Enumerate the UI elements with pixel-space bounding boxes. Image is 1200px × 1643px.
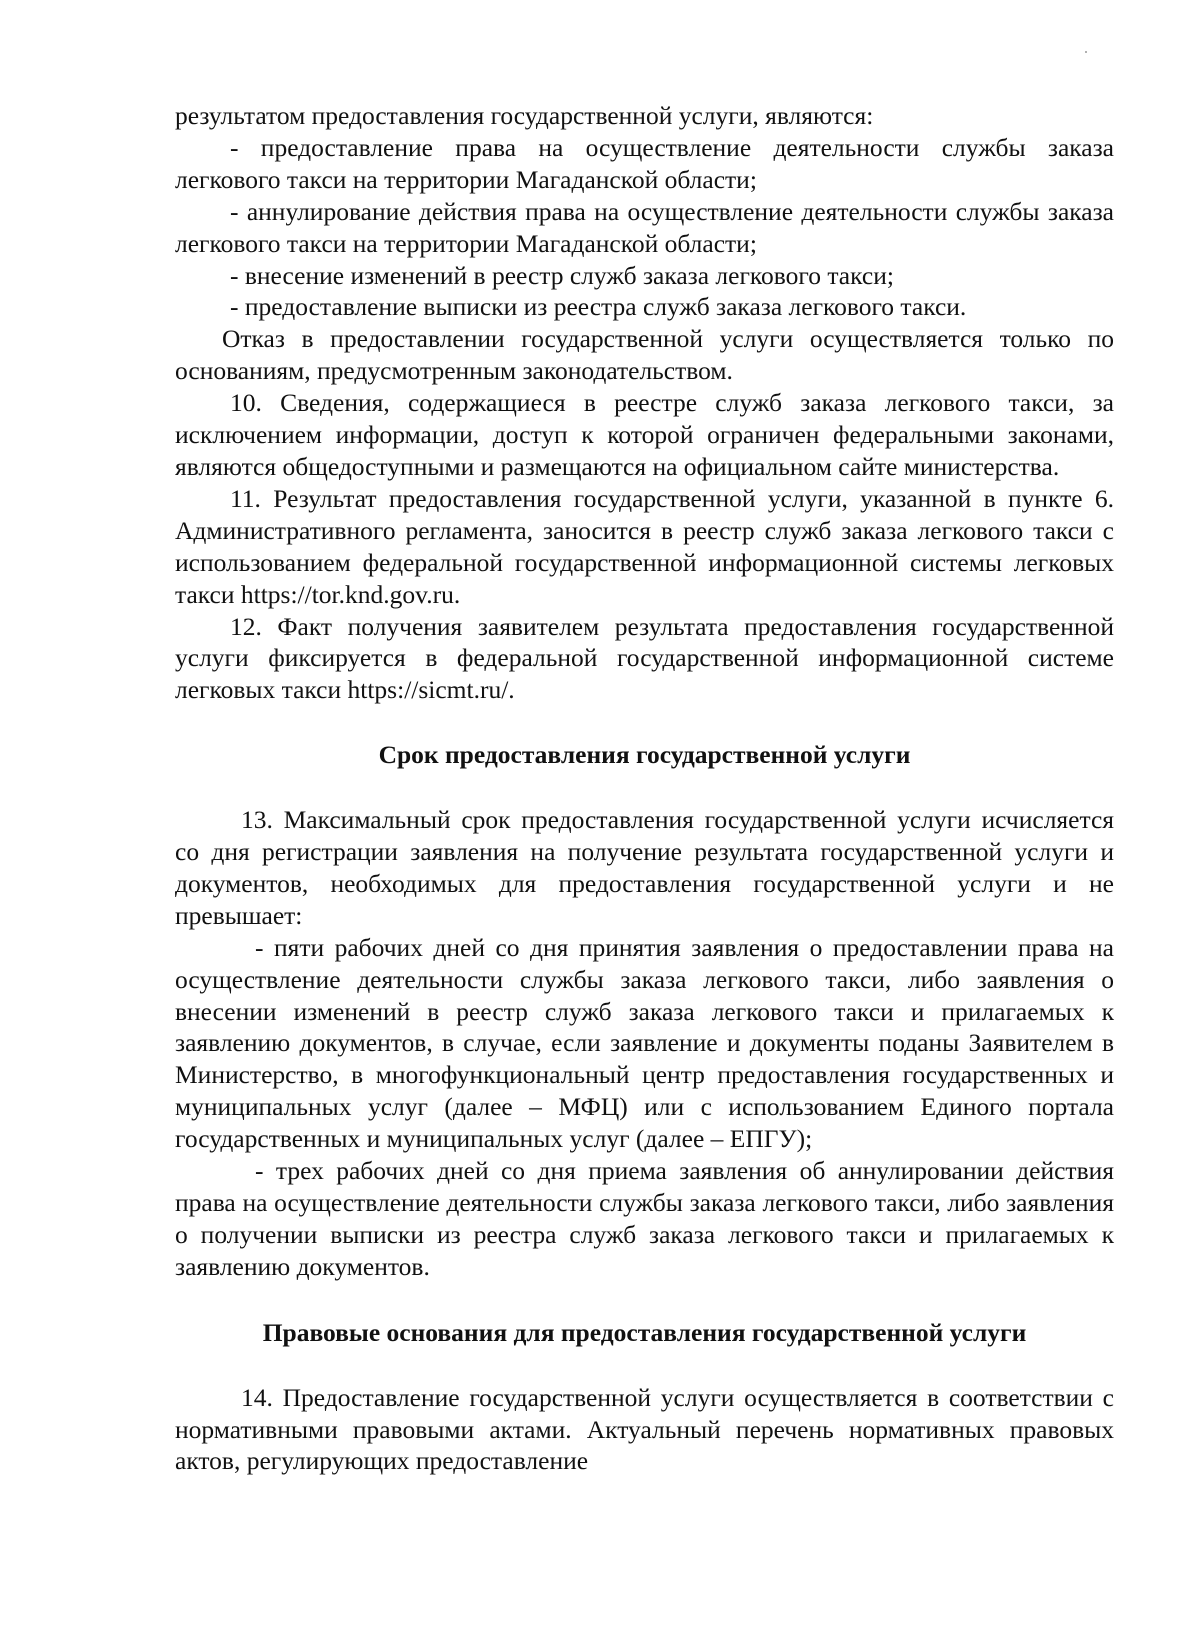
list-item-five-days: - пяти рабочих дней со дня принятия заявления о предоставлении права на осуществление деятельности службы заказа легкового такси, либо заявления о внесении изменений в реестр служб заказа легкового такси и прилагаемых к заявлению документов, в случае, если заявление и документы поданы Заявителем в Министерство, в многофункциональный центр предоставления государственных и муниципальных услуг (далее – МФЦ) или с использованием Единого портала государственных и муниципальных услуг (далее – ЕПГУ);: [175, 932, 1114, 1154]
paragraph-14: 14. Предоставление государственной услуги осуществляется в соответствии с нормативными правовыми актами. Актуальный перечень нормативных правовых актов, регулирующих предоставление: [175, 1382, 1114, 1476]
paragraph-refusal: Отказ в предоставлении государственной услуги осуществляется только по основаниям, предусмотренным законодательством.: [175, 324, 1114, 386]
section-heading-term: Срок предоставления государственной услуги: [378, 740, 911, 770]
list-item-grant-right: - предоставление права на осуществление деятельности службы заказа легкового такси на территории Магаданской области;: [175, 132, 1114, 194]
paragraph-13: 13. Максимальный срок предоставления государственной услуги исчисляется со дня регистрации заявления на получение результата государственной услуги и документов, необходимых для предоставления государственной услуги и не превышает:: [175, 805, 1114, 930]
paragraph-11: 11. Результат предоставления государственной услуги, указанной в пункте 6. Административного регламента, заносится в реестр служб заказа легкового такси с использованием федеральной государственной информационной системы легковых такси https://tor.knd.gov.ru.: [175, 483, 1114, 609]
list-item-annul-right: - аннулирование действия права на осуществление деятельности службы заказа легкового такси на территории Магаданской области;: [175, 196, 1114, 258]
list-item-registry-extract: - предоставление выписки из реестра служб заказа легкового такси.: [230, 292, 967, 322]
paragraph-12: 12. Факт получения заявителем результата предоставления государственной услуги фиксируется в федеральной государственной информационной системе легковых такси https://sicmt.ru/.: [175, 611, 1114, 705]
paragraph-10: 10. Сведения, содержащиеся в реестре служб заказа легкового такси, за исключением информации, доступ к которой ограничен федеральными законами, являются общедоступными и размещаются на официальном сайте министерства.: [175, 388, 1114, 481]
section-heading-legal: Правовые основания для предоставления государственной услуги: [262, 1317, 1027, 1347]
spacer: [175, 1283, 1114, 1317]
scan-speck: [1085, 51, 1087, 53]
list-item-three-days: - трех рабочих дней со дня приема заявления об аннулировании действия права на осуществление деятельности службы заказа легкового такси, либо заявления о получении выписки из реестра служб заказа легкового такси и прилагаемых к заявлению документов.: [175, 1156, 1114, 1281]
spacer: [175, 706, 1114, 739]
list-item-registry-changes: - внесение изменений в реестр служб заказа легкового такси;: [230, 260, 894, 290]
spacer: [175, 771, 1114, 804]
paragraph-result-intro: результатом предоставления государственной услуги, являются:: [175, 101, 874, 130]
spacer: [175, 1349, 1114, 1382]
